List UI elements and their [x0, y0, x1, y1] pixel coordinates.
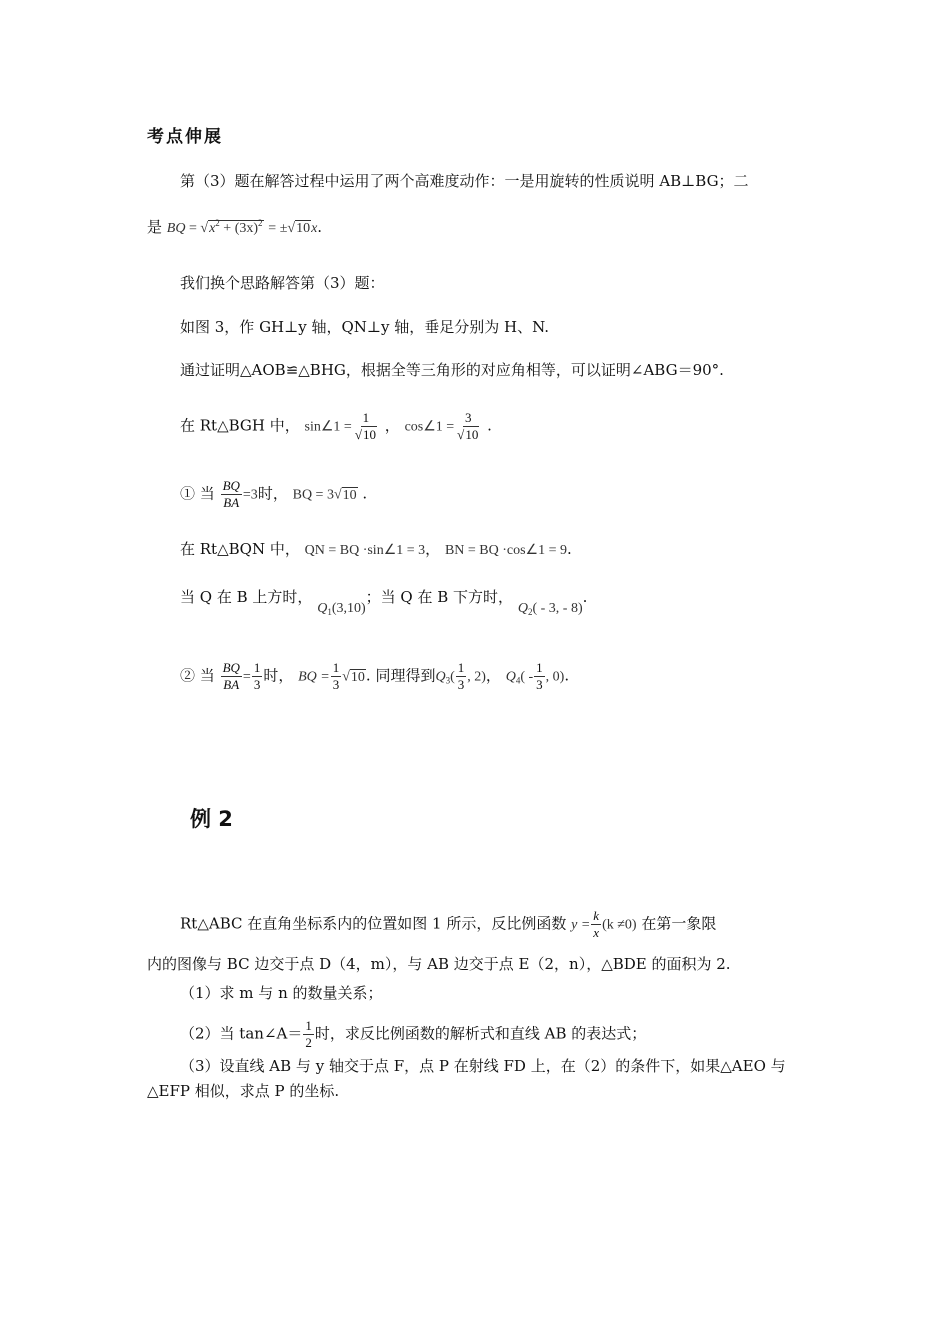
paragraph-line: 通过证明△AOB≌△BHG，根据全等三角形的对应角相等，可以证明∠ABG＝90°.: [180, 361, 724, 379]
math: 10: [296, 221, 311, 236]
paragraph-line: ① 当 $\frac{BQ}{BA}$ =3时， BQ = 3√10 .: [180, 478, 368, 510]
math: y =: [571, 917, 591, 933]
math: BN = BQ ·cos∠1 = 9: [444, 543, 567, 558]
numerator: 1: [457, 660, 465, 675]
numerator: 1: [536, 660, 543, 675]
denominator: BA: [223, 495, 240, 510]
denominator: √10: [457, 427, 479, 442]
numerator: k: [593, 908, 600, 923]
math: , 2): [467, 669, 486, 685]
math: BQ = 3: [292, 487, 334, 503]
math: 10: [465, 427, 479, 442]
math: x: [311, 221, 318, 236]
point-q2: [518, 601, 583, 616]
math: Q: [317, 601, 328, 616]
denominator: BA: [223, 677, 240, 692]
fraction: [456, 660, 467, 693]
denominator: x: [593, 925, 600, 940]
paragraph-line: [180, 586, 588, 617]
math: Q: [435, 669, 446, 685]
fraction: [591, 908, 601, 941]
paragraph-line: ② 当 $\frac{BQ}{BA}$ = $\frac{1}{3}$ 时， BQ = $\frac{1}{3}$ √10. 同理得到$Q_3$( $\frac{1}{3}$ , 2)， $Q_4$( - $\frac{1}{3}$ , 0).: [180, 660, 570, 692]
example-title: 例 2: [190, 807, 233, 831]
fraction: [455, 410, 481, 443]
numerator: 1: [332, 660, 340, 675]
subscript: 1: [327, 607, 332, 617]
paragraph-line: 第（3）题在解答过程中运用了两个高难度动作：一是用旋转的性质说明 AB⊥BG；二: [180, 172, 749, 190]
text: .: [487, 416, 492, 435]
text: 在 Rt△BGH 中，: [180, 416, 300, 435]
subscript: 4: [515, 675, 521, 686]
denominator: 3: [253, 677, 261, 692]
fraction: [221, 478, 242, 511]
math: , 0): [545, 669, 565, 685]
paragraph-line: 如图 3，作 GH⊥y 轴，QN⊥y 轴，垂足分别为 H、N.: [180, 318, 550, 336]
paragraph-line: （3）设直线 AB 与 y 轴交于点 F，点 P 在射线 FD 上，在（2）的条件下，如果△AEO 与: [180, 1057, 786, 1075]
math: cos∠1 =: [404, 419, 455, 435]
text: ，: [425, 540, 441, 558]
paragraph-line: [180, 1018, 646, 1051]
numerator: 1: [362, 410, 370, 425]
paragraph-line: [180, 908, 716, 941]
numerator: BQ: [222, 478, 240, 493]
text: .: [564, 666, 570, 685]
numerator: 3: [464, 410, 472, 425]
fraction: [303, 1018, 314, 1051]
paragraph-line: 我们换个思路解答第（3）题：: [180, 274, 385, 292]
denominator: 3: [536, 677, 543, 692]
subscript: 2: [527, 607, 533, 617]
denominator: 3: [332, 677, 340, 692]
math: Q: [505, 669, 516, 685]
text: 时，: [263, 666, 294, 685]
text: .: [582, 588, 588, 606]
math: 10: [362, 427, 376, 442]
math: (3,10): [331, 601, 366, 616]
text: . 同理得到: [365, 666, 436, 685]
paragraph-line: △EFP 相似，求点 P 的坐标.: [147, 1082, 340, 1100]
text: .: [567, 540, 572, 558]
text: .: [362, 484, 368, 503]
text: .: [317, 218, 323, 236]
text: ② 当: [180, 666, 215, 685]
math: =3: [242, 487, 258, 503]
paragraph-line: （1）求 m 与 n 的数量关系；: [180, 984, 383, 1002]
text: ，: [384, 416, 400, 435]
math: ±: [279, 221, 288, 236]
text: Rt△ABC 在直角坐标系内的位置如图 1 所示，反比例函数: [180, 914, 567, 933]
fraction: [252, 660, 263, 693]
numerator: BQ: [222, 660, 240, 675]
numerator: 1: [253, 660, 261, 675]
math: ( -: [520, 669, 534, 685]
text: ① 当: [180, 484, 215, 503]
paragraph-line: 是 BQ = $√x^2 + (3x)^2 = \pm√10x$.: [147, 218, 323, 236]
math: BQ: [166, 221, 186, 236]
math: 10: [350, 669, 365, 685]
denominator: √10: [354, 427, 376, 442]
text: ，: [485, 666, 501, 685]
text: ；当 Q 在 B 下方时，: [365, 588, 514, 606]
math: (: [450, 669, 455, 685]
fraction: [534, 660, 545, 693]
sqrt-expression: $x^2 + (3x)^2$: [209, 218, 263, 236]
math: 10: [342, 487, 357, 503]
text: 当 Q 在 B 上方时，: [180, 588, 313, 606]
numerator: 1: [305, 1018, 312, 1033]
fraction: [221, 660, 242, 693]
math: BQ =: [298, 669, 330, 685]
math: =: [242, 669, 251, 685]
math: x: [209, 221, 216, 236]
text: （2）当 tan∠A＝: [180, 1024, 303, 1043]
text: 是: [147, 218, 163, 236]
fraction: [331, 660, 342, 693]
point-q1: [317, 601, 365, 616]
denominator: 3: [457, 677, 465, 692]
section-heading: 考点伸展: [147, 127, 223, 147]
denominator: 2: [305, 1035, 312, 1050]
math: QN = BQ ·sin∠1 = 3: [304, 543, 426, 558]
paragraph-line: 内的图像与 BC 边交于点 D（4，m），与 AB 边交于点 E（2，n），△BDE 的面积为 2.: [147, 955, 731, 973]
math: sin∠1 =: [304, 419, 352, 435]
text: 时，求反比例函数的解析式和直线 AB 的表达式；: [314, 1024, 647, 1043]
paragraph-line: [180, 410, 492, 443]
text: 在第一象限: [641, 914, 717, 933]
paragraph-line: [180, 538, 572, 562]
math: (k ≠0): [602, 917, 637, 933]
math: Q: [517, 601, 528, 616]
text: 在 Rt△BQN 中，: [180, 540, 300, 558]
math: ( - 3, - 8): [532, 601, 583, 616]
math: (3x): [234, 221, 259, 236]
fraction: [353, 410, 379, 443]
text: 时，: [257, 484, 288, 503]
subscript: 3: [445, 675, 451, 686]
